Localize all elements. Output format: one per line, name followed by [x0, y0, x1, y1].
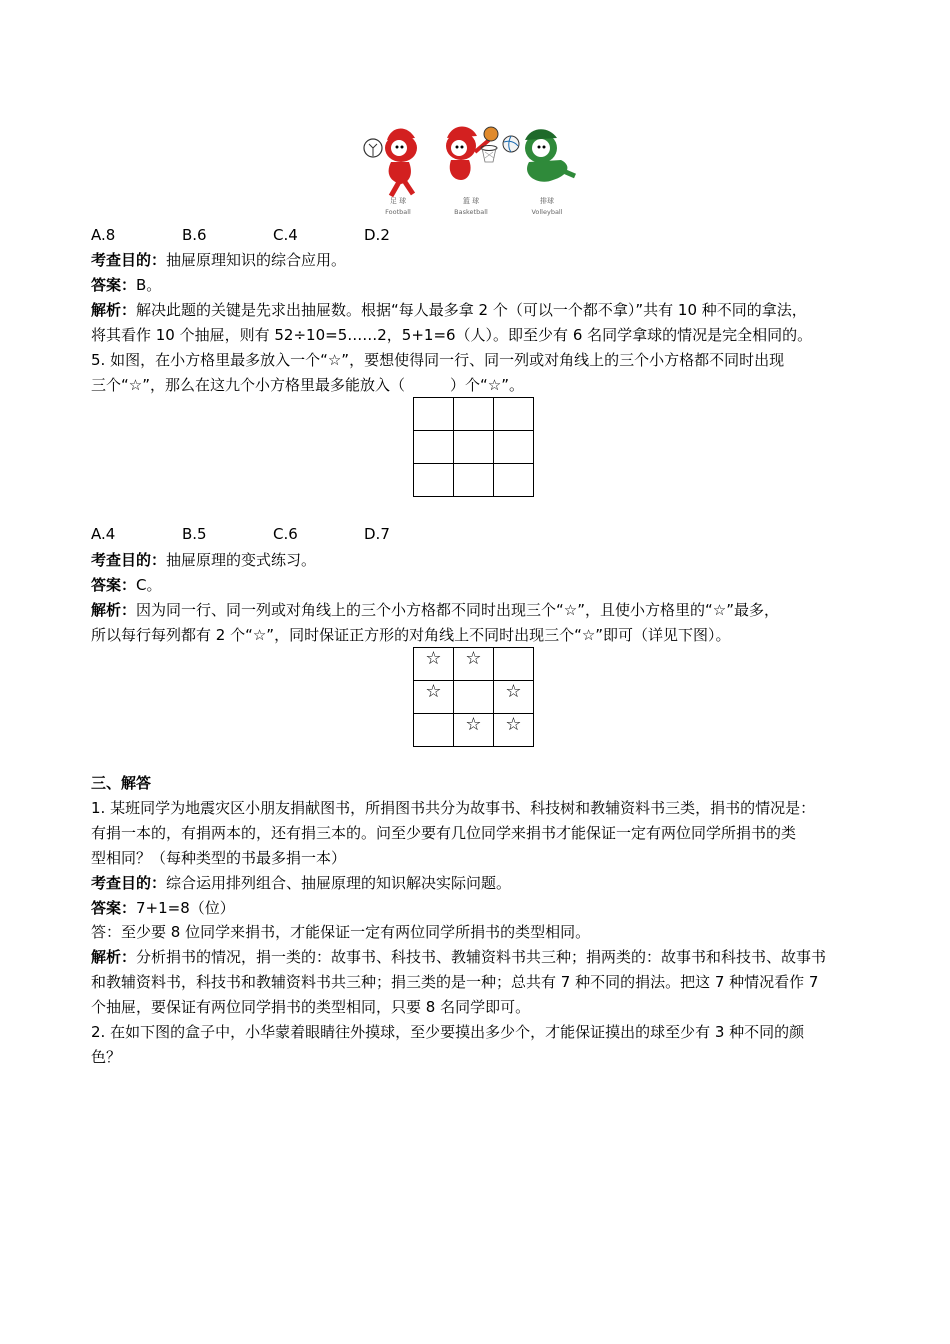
- s3-q1-stem-line-3: 型相同？（每种类型的书最多捐一本）: [91, 849, 347, 867]
- label-football-en: Football: [385, 208, 411, 216]
- s3-q1-analysis-line-1: 解析：分析捐书的情况，捐一类的：故事书、科技书、教辅资料书共三种；捐两类的：故事书和科技书、故事书: [91, 948, 827, 966]
- q5-purpose: 考查目的：抽屉原理的变式练习。: [91, 551, 317, 569]
- s3-q1-reply: 答：至少要 8 位同学来捐书，才能保证一定有两位同学所捐书的类型相同。: [91, 923, 591, 941]
- label-football-cn: 足 球: [389, 197, 407, 205]
- q4-analysis-line-2: 将其看作 10 个抽屉，则有 52÷10=5……2，5+1=6（人）。即至少有 6 名同学拿球的情况是完全相同的。: [91, 326, 813, 344]
- label-volleyball-en: Volleyball: [531, 208, 563, 216]
- q5-option-c: C.6: [273, 525, 298, 543]
- q4-option-a: A.8: [91, 226, 116, 244]
- grid-cell: [414, 714, 454, 747]
- q5-option-d: D.7: [364, 525, 390, 543]
- s3-q1-stem-line-1: 1. 某班同学为地震灾区小朋友捐献图书，所捐图书共分为故事书、科技树和教辅资料书三类，捐书的情况是：: [91, 799, 816, 817]
- q5-option-b: B.5: [182, 525, 207, 543]
- grid-cell: [494, 431, 534, 464]
- q4-option-d: D.2: [364, 226, 390, 244]
- star-cell: ☆: [414, 648, 454, 681]
- sports-mascots-illustration: [361, 118, 591, 222]
- q5-option-a: A.4: [91, 525, 116, 543]
- q5-analysis-line-2: 所以每行每列都有 2 个“☆”，同时保证正方形的对角线上不同时出现三个“☆”即可（详见下图）。: [91, 626, 731, 644]
- s3-q1-analysis-line-2: 和教辅资料书，科技书和教辅资料书共三种；捐三类的是一种；总共有 7 种不同的捐法。把这 7 种情况看作 7: [91, 973, 819, 991]
- grid-cell: [494, 398, 534, 431]
- s3-q1-analysis-line-3: 个抽屉，要保证有两位同学捐书的类型相同，只要 8 名同学即可。: [91, 998, 531, 1016]
- empty-3x3-grid: [413, 397, 534, 497]
- s3-q2-stem-line-1: 2. 在如下图的盒子中，小华蒙着眼睛往外摸球，至少要摸出多少个，才能保证摸出的球至少有 3 种不同的颜: [91, 1023, 805, 1041]
- q5-stem-line-1: 5. 如图，在小方格里最多放入一个“☆”，要想使得同一行、同一列或对角线上的三个小方格都不同时出现: [91, 351, 785, 369]
- star-cell: ☆: [414, 681, 454, 714]
- grid-cell: [494, 648, 534, 681]
- q4-option-b: B.6: [182, 226, 207, 244]
- grid-cell: [454, 398, 494, 431]
- q4-options: [91, 225, 455, 245]
- grid-cell: [494, 464, 534, 497]
- q4-analysis-line-1: 解析：解决此题的关键是先求出抽屉数。根据“每人最多拿 2 个（可以一个都不拿）”共有 10 种不同的拿法，: [91, 301, 807, 319]
- q4-option-c: C.4: [273, 226, 298, 244]
- star-cell: ☆: [494, 714, 534, 747]
- star-cell: ☆: [494, 681, 534, 714]
- star-cell: ☆: [454, 714, 494, 747]
- s3-q2-stem-line-2: 色？: [91, 1048, 122, 1066]
- grid-cell: [414, 431, 454, 464]
- q5-options: [91, 524, 455, 544]
- grid-cell: [454, 431, 494, 464]
- star-cell: ☆: [454, 648, 494, 681]
- q5-analysis-line-1: 解析：因为同一行、同一列或对角线上的三个小方格都不同时出现三个“☆”，且使小方格里的“☆”最多，: [91, 601, 779, 619]
- s3-q1-stem-line-2: 有捐一本的，有捐两本的，还有捐三本的。问至少要有几位同学来捐书才能保证一定有两位同学所捐书的类: [91, 824, 797, 842]
- label-basketball-cn: 篮 球: [462, 197, 480, 205]
- q4-answer: 答案：B。: [91, 276, 162, 294]
- label-basketball-en: Basketball: [454, 208, 488, 216]
- grid-cell: [454, 681, 494, 714]
- grid-cell: [414, 398, 454, 431]
- q5-answer: 答案：C。: [91, 576, 162, 594]
- s3-q1-answer: 答案：7+1=8（位）: [91, 899, 235, 917]
- label-volleyball-cn: 排球: [540, 197, 554, 205]
- s3-q1-purpose: 考查目的：综合运用排列组合、抽屉原理的知识解决实际问题。: [91, 874, 512, 892]
- q5-stem-line-2: 三个“☆”，那么在这九个小方格里最多能放入（ ）个“☆”。: [91, 376, 524, 394]
- grid-cell: [454, 464, 494, 497]
- section-title: 三、解答: [91, 774, 152, 792]
- star-3x3-grid: [413, 647, 534, 747]
- q4-purpose: 考查目的：抽屉原理知识的综合应用。: [91, 251, 347, 269]
- grid-cell: [414, 464, 454, 497]
